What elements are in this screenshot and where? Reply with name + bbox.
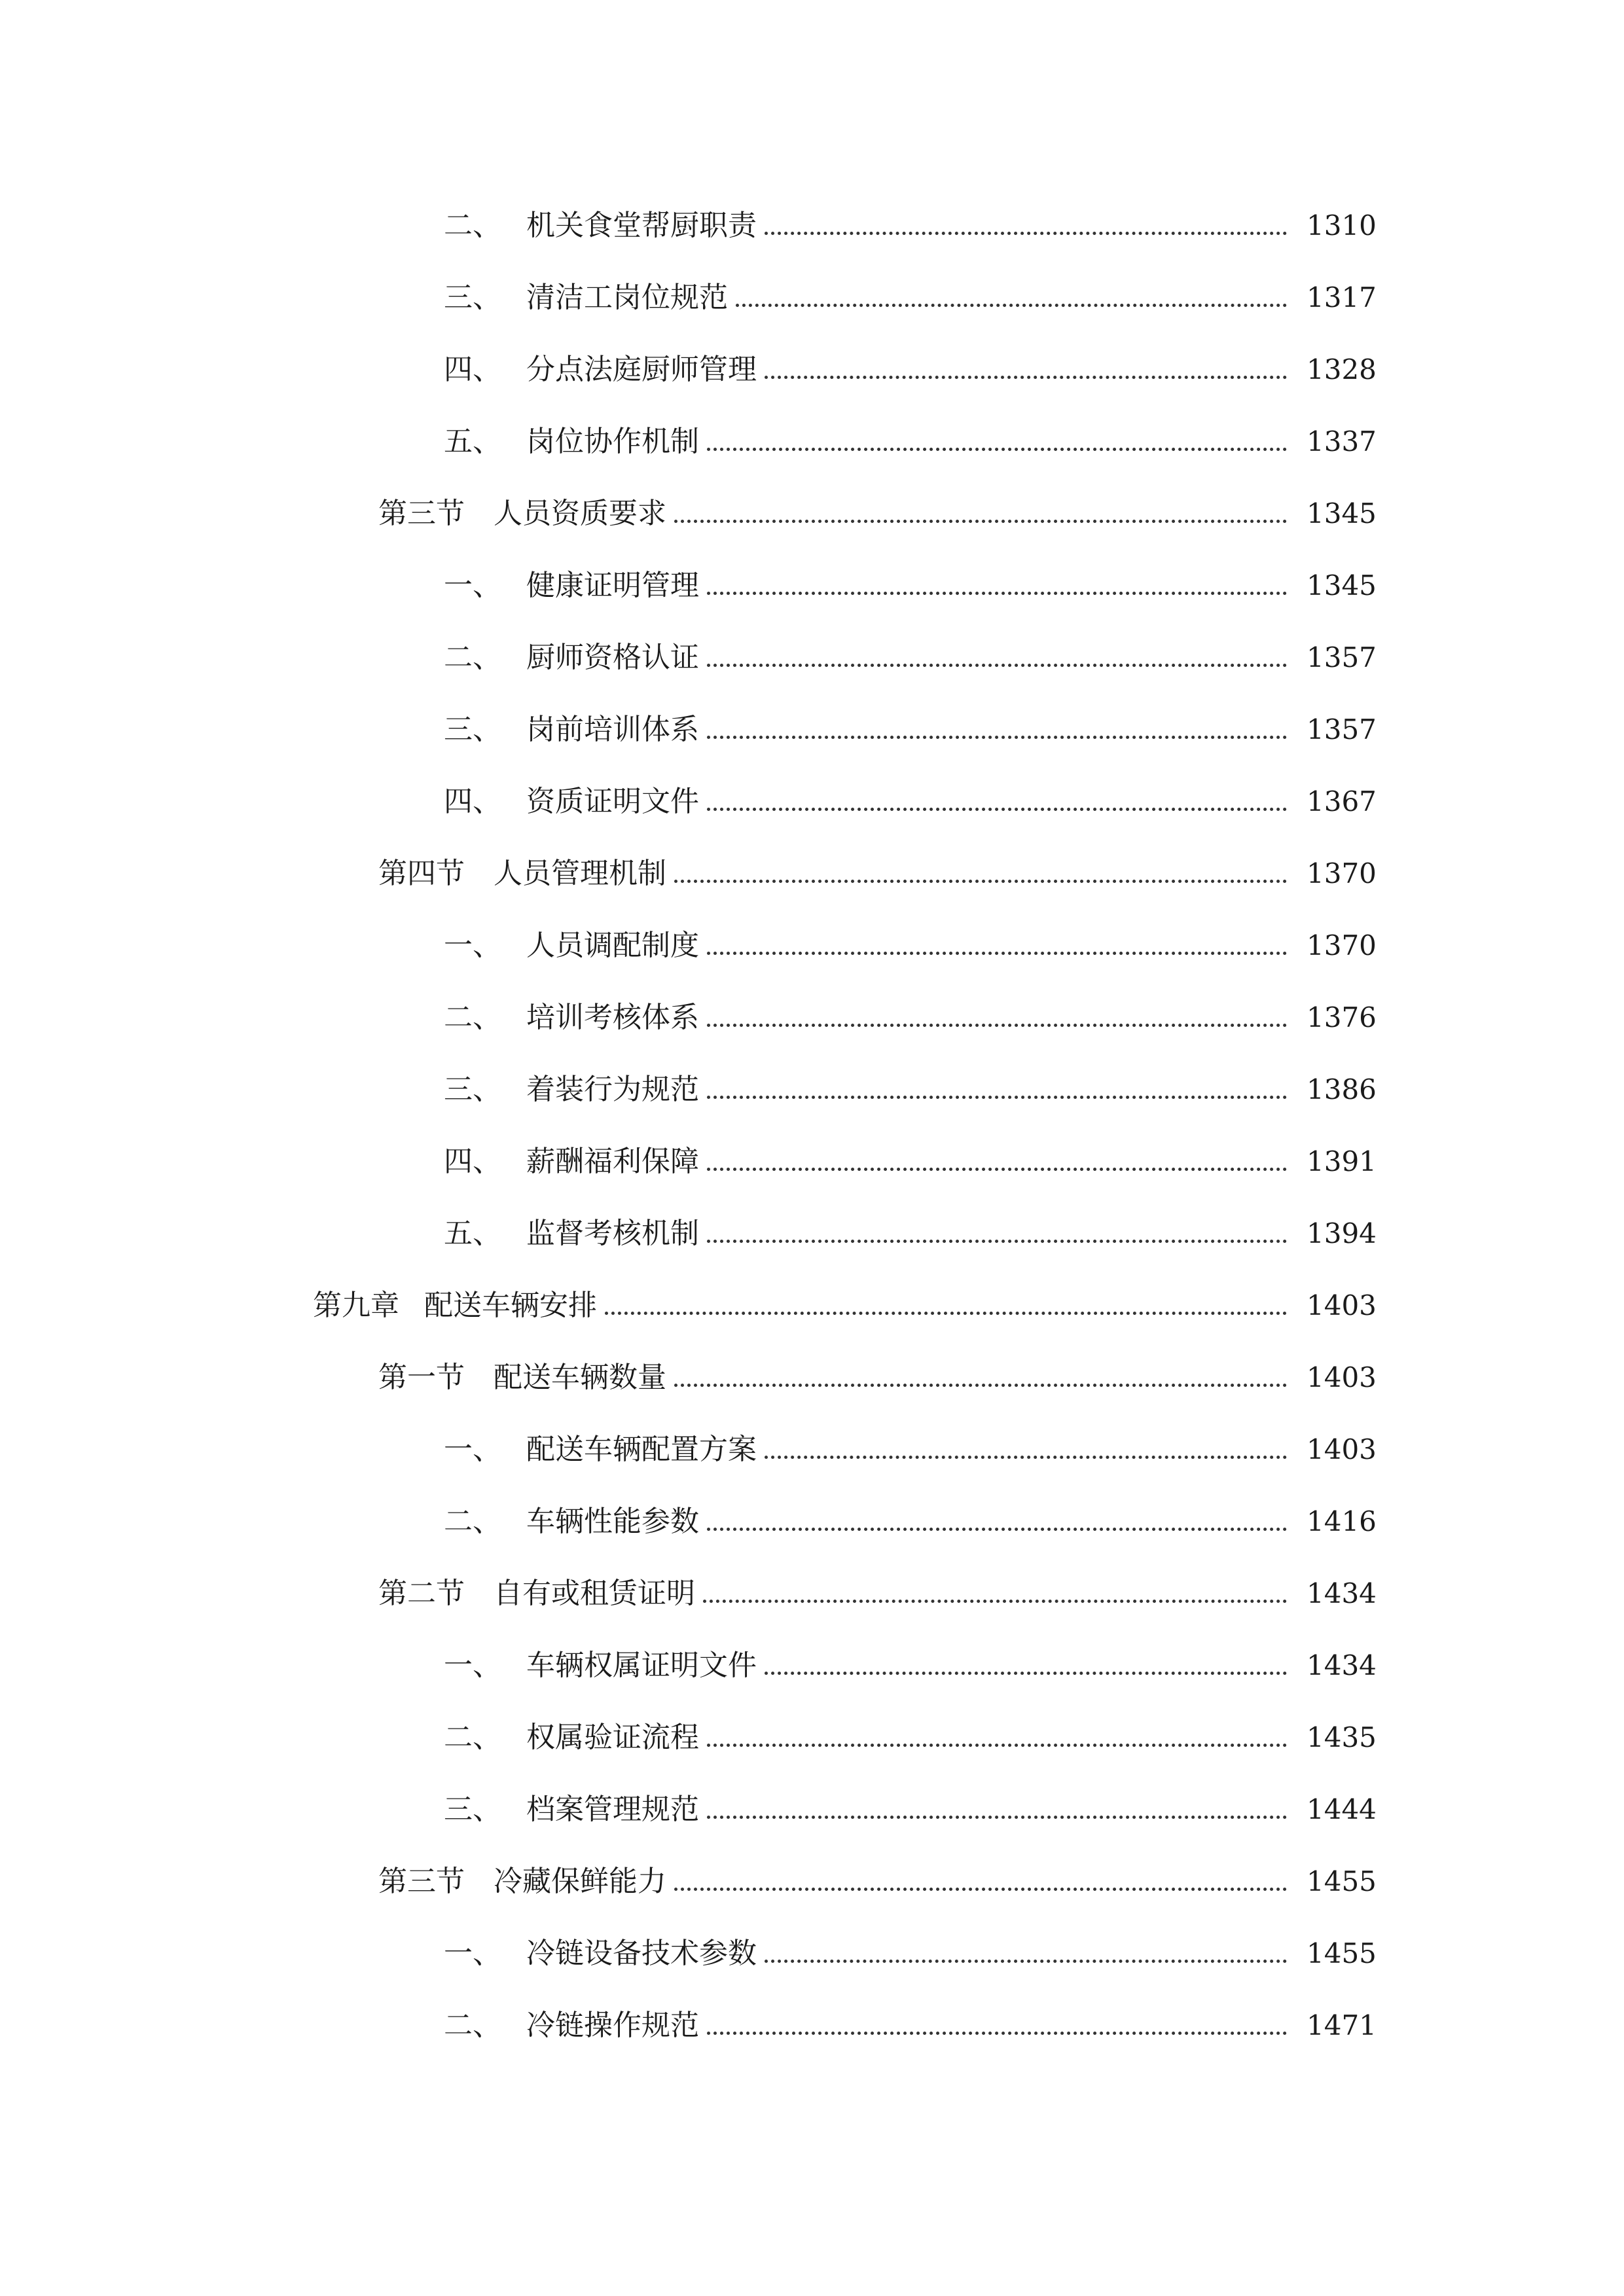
dot-leader bbox=[707, 663, 1287, 667]
toc-entry[interactable] bbox=[0, 550, 1624, 622]
entry-number: 二、 bbox=[444, 209, 501, 242]
entry-number: 三、 bbox=[444, 1073, 501, 1106]
entry-page-number: 1337 bbox=[1307, 425, 1377, 457]
entry-page-number: 1310 bbox=[1307, 209, 1377, 242]
entry-page-number: 1444 bbox=[1307, 1793, 1377, 1825]
dot-leader bbox=[765, 1455, 1287, 1459]
toc-entry[interactable] bbox=[0, 1702, 1624, 1774]
entry-number: 一、 bbox=[444, 569, 501, 602]
dot-leader bbox=[707, 1167, 1287, 1171]
dot-leader bbox=[765, 1959, 1287, 1963]
dot-leader bbox=[707, 1815, 1287, 1819]
entry-number: 第一节 bbox=[378, 1361, 465, 1394]
entry-page-number: 1435 bbox=[1307, 1721, 1377, 1753]
toc-entry[interactable] bbox=[0, 1558, 1624, 1630]
entry-title: 分点法庭厨师管理 bbox=[526, 353, 757, 386]
entry-number: 一、 bbox=[444, 1937, 501, 1970]
dot-leader bbox=[765, 231, 1287, 235]
toc-entry[interactable] bbox=[0, 1846, 1624, 1918]
entry-number: 四、 bbox=[444, 1145, 501, 1178]
toc-entry[interactable] bbox=[0, 838, 1624, 910]
entry-number: 一、 bbox=[444, 1649, 501, 1682]
toc-entry[interactable] bbox=[0, 478, 1624, 550]
entry-title: 车辆性能参数 bbox=[526, 1505, 699, 1538]
entry-page-number: 1434 bbox=[1307, 1649, 1377, 1681]
entry-title: 权属验证流程 bbox=[526, 1721, 699, 1754]
toc-entry[interactable] bbox=[0, 766, 1624, 838]
dot-leader bbox=[707, 1239, 1287, 1243]
entry-title: 配送车辆安排 bbox=[424, 1289, 597, 1322]
entry-page-number: 1345 bbox=[1307, 497, 1377, 529]
entry-number: 五、 bbox=[444, 1217, 501, 1250]
toc-entry[interactable] bbox=[0, 694, 1624, 766]
entry-page-number: 1357 bbox=[1307, 713, 1377, 745]
entry-title: 岗前培训体系 bbox=[526, 713, 699, 746]
dot-leader bbox=[707, 447, 1287, 451]
entry-page-number: 1357 bbox=[1307, 641, 1377, 673]
entry-page-number: 1434 bbox=[1307, 1577, 1377, 1609]
entry-number: 二、 bbox=[444, 1001, 501, 1034]
entry-title: 档案管理规范 bbox=[526, 1793, 699, 1826]
entry-number: 第三节 bbox=[378, 497, 465, 530]
entry-page-number: 1403 bbox=[1307, 1433, 1377, 1465]
toc-entry[interactable] bbox=[0, 1270, 1624, 1342]
entry-title: 机关食堂帮厨职责 bbox=[526, 209, 757, 242]
entry-title: 车辆权属证明文件 bbox=[526, 1649, 757, 1682]
toc-entry[interactable] bbox=[0, 1990, 1624, 2062]
entry-number: 三、 bbox=[444, 1793, 501, 1826]
entry-title: 着装行为规范 bbox=[526, 1073, 699, 1106]
entry-title: 岗位协作机制 bbox=[526, 425, 699, 458]
entry-page-number: 1455 bbox=[1307, 1937, 1377, 1969]
entry-number: 一、 bbox=[444, 929, 501, 962]
entry-number: 第四节 bbox=[378, 857, 465, 890]
entry-page-number: 1345 bbox=[1307, 569, 1377, 601]
entry-number: 二、 bbox=[444, 2009, 501, 2042]
dot-leader bbox=[674, 1887, 1287, 1891]
entry-title: 清洁工岗位规范 bbox=[526, 281, 728, 314]
entry-page-number: 1370 bbox=[1307, 857, 1377, 889]
entry-number: 四、 bbox=[444, 785, 501, 818]
entry-page-number: 1471 bbox=[1307, 2009, 1377, 2041]
entry-page-number: 1403 bbox=[1307, 1361, 1377, 1393]
toc-entry[interactable] bbox=[0, 1126, 1624, 1198]
dot-leader bbox=[707, 1527, 1287, 1531]
entry-page-number: 1394 bbox=[1307, 1217, 1377, 1249]
entry-title: 冷链设备技术参数 bbox=[526, 1937, 757, 1970]
dot-leader bbox=[674, 519, 1287, 523]
dot-leader bbox=[707, 1023, 1287, 1027]
entry-page-number: 1367 bbox=[1307, 785, 1377, 817]
entry-number: 一、 bbox=[444, 1433, 501, 1466]
entry-number: 三、 bbox=[444, 713, 501, 746]
entry-number: 第三节 bbox=[378, 1865, 465, 1898]
toc-entry[interactable] bbox=[0, 262, 1624, 334]
entry-page-number: 1317 bbox=[1307, 281, 1377, 314]
toc-entry[interactable] bbox=[0, 1198, 1624, 1270]
table-of-contents bbox=[0, 190, 1624, 2062]
entry-title: 人员资质要求 bbox=[494, 497, 666, 530]
toc-entry[interactable] bbox=[0, 622, 1624, 694]
entry-title: 冷链操作规范 bbox=[526, 2009, 699, 2042]
dot-leader bbox=[707, 591, 1287, 595]
toc-entry[interactable] bbox=[0, 406, 1624, 478]
entry-page-number: 1391 bbox=[1307, 1145, 1377, 1177]
toc-entry[interactable] bbox=[0, 982, 1624, 1054]
toc-entry[interactable] bbox=[0, 1342, 1624, 1414]
entry-number: 二、 bbox=[444, 1505, 501, 1538]
entry-title: 培训考核体系 bbox=[526, 1001, 699, 1034]
entry-page-number: 1455 bbox=[1307, 1865, 1377, 1897]
entry-title: 配送车辆配置方案 bbox=[526, 1433, 757, 1466]
entry-number: 五、 bbox=[444, 425, 501, 458]
entry-number: 第九章 bbox=[313, 1289, 399, 1322]
entry-page-number: 1328 bbox=[1307, 353, 1377, 386]
toc-entry[interactable] bbox=[0, 1486, 1624, 1558]
entry-number: 二、 bbox=[444, 1721, 501, 1754]
toc-entry[interactable] bbox=[0, 1630, 1624, 1702]
dot-leader bbox=[707, 951, 1287, 955]
toc-entry[interactable] bbox=[0, 190, 1624, 262]
toc-entry[interactable] bbox=[0, 334, 1624, 406]
toc-entry[interactable] bbox=[0, 1918, 1624, 1990]
entry-number: 四、 bbox=[444, 353, 501, 386]
toc-entry[interactable] bbox=[0, 1774, 1624, 1846]
dot-leader bbox=[707, 735, 1287, 739]
entry-title: 健康证明管理 bbox=[526, 569, 699, 602]
entry-title: 冷藏保鲜能力 bbox=[494, 1865, 666, 1898]
entry-number: 第二节 bbox=[378, 1577, 465, 1610]
dot-leader bbox=[674, 1383, 1287, 1387]
entry-title: 自有或租赁证明 bbox=[494, 1577, 695, 1610]
dot-leader bbox=[707, 1743, 1287, 1747]
toc-entry[interactable] bbox=[0, 1414, 1624, 1486]
dot-leader bbox=[707, 2031, 1287, 2035]
entry-title: 配送车辆数量 bbox=[494, 1361, 666, 1394]
entry-title: 人员调配制度 bbox=[526, 929, 699, 962]
dot-leader bbox=[765, 375, 1287, 379]
dot-leader bbox=[703, 1599, 1287, 1603]
entry-page-number: 1376 bbox=[1307, 1001, 1377, 1033]
entry-title: 资质证明文件 bbox=[526, 785, 699, 818]
entry-title: 厨师资格认证 bbox=[526, 641, 699, 674]
entry-page-number: 1403 bbox=[1307, 1289, 1377, 1321]
entry-page-number: 1370 bbox=[1307, 929, 1377, 961]
entry-number: 三、 bbox=[444, 281, 501, 314]
toc-entry[interactable] bbox=[0, 910, 1624, 982]
toc-entry[interactable] bbox=[0, 1054, 1624, 1126]
dot-leader bbox=[707, 807, 1287, 811]
dot-leader bbox=[605, 1311, 1287, 1315]
entry-title: 人员管理机制 bbox=[494, 857, 666, 890]
entry-page-number: 1416 bbox=[1307, 1505, 1377, 1537]
entry-number: 二、 bbox=[444, 641, 501, 674]
entry-title: 薪酬福利保障 bbox=[526, 1145, 699, 1178]
dot-leader bbox=[736, 303, 1287, 307]
dot-leader bbox=[674, 879, 1287, 883]
dot-leader bbox=[765, 1671, 1287, 1675]
dot-leader bbox=[707, 1095, 1287, 1099]
entry-title: 监督考核机制 bbox=[526, 1217, 699, 1250]
entry-page-number: 1386 bbox=[1307, 1073, 1377, 1105]
